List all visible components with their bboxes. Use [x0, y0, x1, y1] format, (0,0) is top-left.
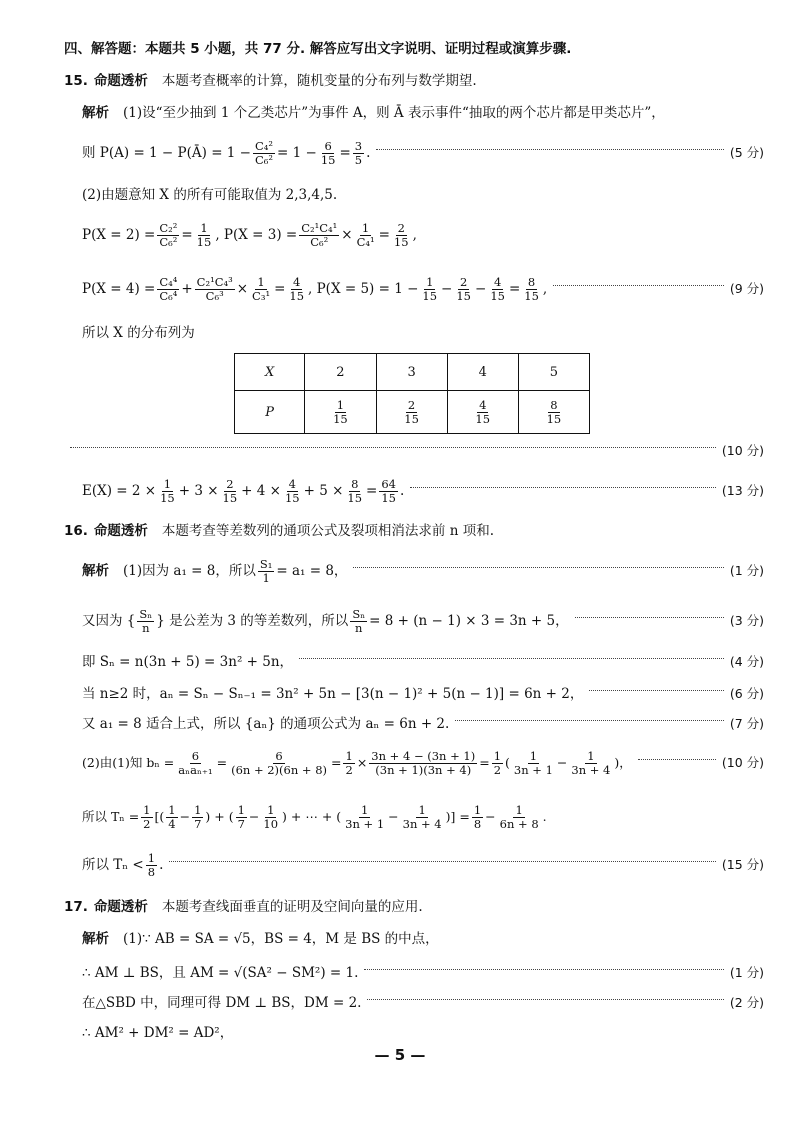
frac-den: 15 [222, 490, 238, 505]
score-label: (2 分) [729, 995, 764, 1010]
frac-num: 1 [336, 397, 345, 412]
table-cell: 2 [305, 354, 376, 391]
q16-l6-end: )， [614, 755, 632, 770]
q15-l5-f: − [441, 281, 453, 297]
fraction [253, 140, 275, 167]
frac-den: 15 [490, 288, 505, 303]
leader-dots [376, 149, 723, 150]
score-label: (10 分) [721, 443, 764, 458]
fraction [158, 478, 177, 505]
score-label: (10 分) [721, 755, 764, 770]
q16-l6-e: = [479, 755, 490, 770]
frac-den: 15 [456, 288, 471, 303]
q16-l7-d: ) + ( [205, 809, 234, 824]
table-cell: P [235, 391, 305, 434]
fraction [236, 804, 247, 831]
q16-l1-b: = a₁ = 8， [276, 563, 348, 579]
frac-den: 7 [237, 816, 245, 831]
q17-line4: ∴ AM² + DM² = AD²， [82, 1025, 234, 1041]
fraction [353, 140, 364, 167]
frac-den: 15 [160, 490, 175, 505]
q15-l2-a: 则 P(A) = 1 − P(Ā) = 1 − [82, 145, 251, 161]
frac-den: 3n + 4 [571, 762, 611, 777]
frac-den: 15 [524, 288, 539, 303]
frac-num: 1 [143, 802, 151, 817]
q17-intent-text: 本题考查线面垂直的证明及空间向量的应用. [161, 899, 423, 915]
frac-num: 1 [473, 802, 482, 817]
q15-l8-c: + 4 × [241, 483, 281, 499]
frac-den: 6n + 8 [499, 816, 539, 831]
q16-intent [64, 520, 764, 542]
score-label: (6 分) [729, 686, 764, 701]
fraction [345, 478, 364, 505]
frac-den: C₆³ [205, 288, 224, 303]
table-cell [376, 391, 447, 434]
fraction [379, 478, 398, 505]
frac-num: 2 [397, 220, 405, 235]
table-row [235, 391, 590, 434]
frac-den: 15 [320, 152, 336, 167]
q17-line3 [82, 992, 764, 1014]
q16-line5 [82, 713, 764, 735]
score-label: (3 分) [729, 613, 764, 628]
q16-l7-g: − [388, 809, 399, 824]
frac-num: C₄² [255, 138, 274, 153]
frac-num: 6 [191, 748, 200, 763]
frac-den: C₃¹ [252, 288, 271, 303]
frac-den: 15 [284, 490, 300, 505]
frac-den: n [355, 620, 363, 635]
q16-l6-c: = [331, 755, 342, 770]
q15-intent-text: 本题考查概率的计算，随机变量的分布列与数学期望. [161, 73, 477, 89]
q15-analysis-label: 解析 [82, 105, 109, 121]
leader-dots [575, 617, 724, 618]
score-label: (1 分) [729, 965, 764, 980]
fraction [522, 276, 541, 303]
frac-num: 1 [200, 220, 208, 235]
q16-l2-c: = 8 + (n − 1) × 3 = 3n + 5， [369, 613, 569, 629]
leader-dots [169, 861, 715, 862]
frac-num: C₂² [159, 220, 178, 235]
frac-num: 1 [257, 274, 265, 289]
frac-den: 10 [263, 816, 279, 831]
frac-num: 6 [324, 138, 332, 153]
q15-l8-d: + 5 × [303, 483, 344, 499]
fraction [350, 608, 367, 635]
frac-den: 3n + 4 [402, 816, 442, 831]
q16-line2 [82, 604, 764, 638]
fraction [498, 804, 541, 831]
score-label: (1 分) [729, 563, 764, 578]
fraction [250, 276, 272, 303]
frac-den: (6n + 2)(6n + 8) [231, 762, 327, 777]
q15-l8-end: . [400, 483, 405, 499]
fraction [488, 276, 507, 303]
frac-num: 1 [529, 748, 538, 763]
q16-l6-f: ( [505, 755, 510, 770]
frac-num: 1 [163, 476, 172, 491]
q15-line4 [82, 218, 764, 252]
q16-l7-e: − [248, 809, 260, 824]
frac-num: 4 [288, 476, 296, 491]
q15-l8-a: E(X) = 2 × [82, 483, 157, 499]
fraction [331, 399, 350, 426]
q16-intent-text: 本题考查等差数列的通项公式及裂项相消法求前 n 项和. [161, 523, 494, 539]
q17-line2 [82, 962, 764, 984]
q16-l8-a: 所以 Tₙ < [82, 857, 144, 873]
q16-l7-end: . [542, 809, 547, 824]
q16-analysis-label: 解析 [82, 563, 109, 579]
q15-l4-c: , P(X = 3) = [215, 227, 298, 243]
frac-num: 2 [407, 397, 416, 412]
frac-den: 2 [143, 816, 151, 831]
frac-num: C₂¹C₄¹ [301, 220, 338, 235]
q15-line1-text: (1)设“至少抽到 1 个乙类芯片”为事件 A，则 Ā 表示事件“抽取的两个芯片都是甲类芯片”， [123, 105, 665, 121]
q16-l1-a: (1)因为 a₁ = 8，所以 [123, 563, 256, 579]
frac-num: C₄⁴ [159, 274, 178, 289]
q15-l5-h: = [508, 281, 521, 297]
fraction [287, 276, 306, 303]
frac-den: C₆² [255, 152, 274, 167]
q17-l2-text: ∴ AM ⊥ BS，且 AM = √(SA² − SM²) = 1. [82, 965, 359, 981]
fraction [343, 750, 354, 777]
frac-den: C₄¹ [356, 234, 375, 249]
frac-den: 15 [289, 288, 305, 303]
q16-line8 [82, 848, 764, 882]
fraction [146, 852, 157, 879]
frac-den: 1 [262, 570, 270, 585]
q16-l7-h: )] = [445, 809, 470, 824]
q15-l5-g: − [475, 281, 487, 297]
q15-l5-end: , [542, 281, 548, 297]
frac-num: 3 [354, 138, 363, 153]
frac-den: 15 [393, 234, 409, 249]
section-header: 四、解答题：本题共 5 小题，共 77 分. 解答应写出文字说明、证明过程或演算步骤. [64, 41, 572, 57]
table-cell: 5 [518, 354, 589, 391]
fraction [355, 222, 377, 249]
fraction [195, 276, 235, 303]
q15-l4-a: P(X = 2) = [82, 227, 156, 243]
frac-den: (3n + 1)(3n + 4) [375, 762, 472, 777]
fraction [512, 750, 555, 777]
q15-l5-a: P(X = 4) = [82, 281, 156, 297]
fraction [261, 804, 280, 831]
score-label: (13 分) [721, 483, 764, 498]
leader-dots [367, 999, 723, 1000]
leader-dots [455, 720, 724, 721]
frac-den: 15 [546, 411, 562, 426]
frac-num: 2 [460, 274, 468, 289]
fraction [166, 804, 177, 831]
q15-analysis-l1 [82, 102, 764, 124]
table-row [235, 354, 590, 391]
frac-den: 4 [168, 816, 176, 831]
fraction [492, 750, 503, 777]
q15-l4-e: = [378, 227, 390, 243]
page-number: — 5 — [374, 1046, 426, 1064]
fraction [392, 222, 411, 249]
q15-line6: 所以 X 的分布列为 [82, 325, 195, 341]
fraction [192, 804, 203, 831]
frac-den: 15 [196, 234, 212, 249]
leader-dots [299, 658, 724, 659]
frac-den: 15 [422, 288, 438, 303]
frac-den: 8 [147, 864, 156, 879]
q16-l8-end: . [159, 857, 164, 873]
q15-l4-end: , [412, 227, 417, 243]
fraction [473, 399, 492, 426]
q15-number: 15. [64, 73, 88, 89]
q17-intent [64, 896, 764, 918]
q15-l4-d: × [341, 227, 353, 243]
fraction [319, 140, 338, 167]
fraction [369, 750, 477, 777]
fraction [299, 222, 339, 249]
frac-den: C₆² [159, 234, 178, 249]
leader-dots [553, 285, 724, 286]
q15-l5-b: + [181, 281, 193, 297]
q17-line1 [82, 928, 764, 950]
fraction [137, 608, 154, 635]
q15-intent-label: 命题透析 [93, 73, 148, 89]
table-cell: X [235, 354, 305, 391]
q17-l1-text: (1)∵ AB = SA = √5，BS = 4，M 是 BS 的中点， [123, 931, 439, 947]
score-label: (15 分) [721, 857, 764, 872]
fraction [343, 804, 386, 831]
q16-line6 [82, 746, 764, 780]
leader-dots [589, 690, 723, 691]
q16-number: 16. [64, 523, 88, 539]
table-cell: 3 [376, 354, 447, 391]
frac-den: 2 [493, 762, 502, 777]
q16-line7 [82, 800, 764, 834]
frac-den: C₆² [310, 234, 329, 249]
q16-l7-b: [( [154, 809, 165, 824]
frac-num: Sₙ [352, 606, 366, 621]
table-cell: 4 [447, 354, 518, 391]
q15-line8 [82, 474, 764, 508]
q15-l8-b: + 3 × [178, 483, 219, 499]
frac-num: 4 [493, 274, 502, 289]
q15-l2-b: = 1 − [277, 145, 317, 161]
frac-den: 15 [347, 490, 363, 505]
frac-den: aₙaₙ₊₁ [178, 762, 213, 777]
q16-l4-text: 当 n≥2 时，aₙ = Sₙ − Sₙ₋₁ = 3n² + 5n − [3(n − 1)² + 5(n − 1)] = 6n + 2， [82, 686, 584, 702]
q16-l6-a: (2)由(1)知 bₙ = [82, 755, 175, 770]
q17-intent-label: 命题透析 [93, 899, 148, 915]
frac-den: 15 [404, 411, 419, 426]
q15-l5-d: = [274, 281, 286, 297]
frac-num: 1 [515, 802, 523, 817]
q16-l7-a: 所以 Tₙ = [82, 809, 140, 824]
frac-num: 1 [267, 802, 275, 817]
frac-num: 8 [351, 476, 359, 491]
q16-l5-text: 又 a₁ = 8 适合上式，所以 {aₙ} 的通项公式为 aₙ = 6n + 2. [82, 716, 450, 732]
q15-l2-c: = [339, 145, 351, 161]
fraction [545, 399, 564, 426]
frac-num: 1 [361, 220, 370, 235]
table-cell [305, 391, 376, 434]
frac-num: Sₙ [139, 606, 153, 621]
frac-num: 1 [587, 748, 595, 763]
q16-l7-i: − [485, 809, 496, 824]
frac-den: 5 [354, 152, 363, 167]
fraction [229, 750, 329, 777]
frac-num: 8 [550, 397, 558, 412]
fraction [157, 222, 179, 249]
q16-line4 [82, 683, 764, 705]
q17-number: 17. [64, 899, 88, 915]
frac-den: n [142, 620, 150, 635]
score-label: (4 分) [729, 654, 764, 669]
q15-line3: (2)由题意知 X 的所有可能取值为 2,3,4,5. [82, 187, 338, 203]
fraction [402, 399, 421, 426]
frac-den: 8 [473, 816, 482, 831]
frac-num: 1 [418, 802, 426, 817]
frac-den: 15 [381, 490, 396, 505]
fraction [472, 804, 483, 831]
q16-l6-d: × [356, 755, 368, 770]
q16-l7-f: ) + ⋯ + ( [282, 809, 342, 824]
frac-den: 3n + 1 [345, 816, 385, 831]
q16-l2-a: 又因为 { [82, 613, 136, 629]
q16-l6-b: = [216, 755, 228, 770]
frac-num: 4 [293, 274, 301, 289]
frac-den: 15 [475, 411, 491, 426]
frac-num: 1 [147, 850, 156, 865]
q16-l2-b: } 是公差为 3 的等差数列，所以 [156, 613, 349, 629]
frac-num: 6 [275, 748, 283, 763]
q15-l2-end: . [366, 145, 371, 161]
q16-line1 [82, 554, 764, 588]
leader-dots [638, 759, 716, 760]
q15-line5 [82, 272, 764, 306]
frac-num: 1 [426, 274, 434, 289]
fraction [157, 276, 179, 303]
q17-l3-text: 在△SBD 中，同理可得 DM ⊥ BS，DM = 2. [82, 995, 362, 1011]
frac-num: 8 [527, 274, 536, 289]
frac-num: 3n + 4 − (3n + 1) [371, 748, 476, 763]
frac-den: C₆⁴ [159, 288, 178, 303]
fraction [401, 804, 444, 831]
frac-den: 7 [194, 816, 202, 831]
fraction [176, 750, 214, 777]
fraction [221, 478, 240, 505]
frac-num: 1 [168, 802, 176, 817]
table-cell [518, 391, 589, 434]
table-cell [447, 391, 518, 434]
fraction [420, 276, 439, 303]
frac-num: 1 [493, 748, 502, 763]
frac-num: 2 [226, 476, 234, 491]
fraction [258, 558, 275, 585]
q15-l4-b: = [181, 227, 193, 243]
q15-l8-e: = [366, 483, 378, 499]
frac-num: 64 [381, 476, 396, 491]
leader-dots [70, 447, 716, 448]
q15-l5-c: × [236, 281, 249, 297]
q16-l3-text: 即 Sₙ = n(3n + 5) = 3n² + 5n， [82, 654, 294, 670]
q16-line3 [82, 651, 764, 673]
q16-intent-label: 命题透析 [93, 523, 148, 539]
fraction [141, 804, 152, 831]
leader-dots [353, 567, 723, 568]
fraction [195, 222, 214, 249]
q17-analysis-label: 解析 [82, 931, 109, 947]
fraction [454, 276, 473, 303]
q15-line7 [64, 440, 764, 462]
q15-line2 [82, 136, 764, 170]
q16-l7-c: − [179, 809, 191, 824]
score-label: (7 分) [729, 716, 764, 731]
frac-den: 15 [333, 411, 348, 426]
frac-num: 1 [360, 802, 369, 817]
frac-num: 1 [194, 802, 202, 817]
q16-l6-g: − [556, 755, 568, 770]
score-label: (5 分) [729, 145, 764, 160]
score-label: (9 分) [729, 281, 764, 296]
frac-den: 2 [345, 762, 353, 777]
leader-dots [364, 969, 723, 970]
frac-num: 1 [237, 802, 245, 817]
frac-num: C₂¹C₄³ [196, 274, 233, 289]
frac-num: 4 [479, 397, 487, 412]
frac-num: 1 [345, 748, 353, 763]
frac-den: 3n + 1 [513, 762, 553, 777]
leader-dots [410, 487, 716, 488]
q15-intent [64, 70, 764, 92]
q15-l5-e: , P(X = 5) = 1 − [308, 281, 419, 297]
fraction [283, 478, 302, 505]
frac-num: S₁ [259, 556, 273, 571]
distribution-table [234, 353, 590, 434]
fraction [569, 750, 612, 777]
